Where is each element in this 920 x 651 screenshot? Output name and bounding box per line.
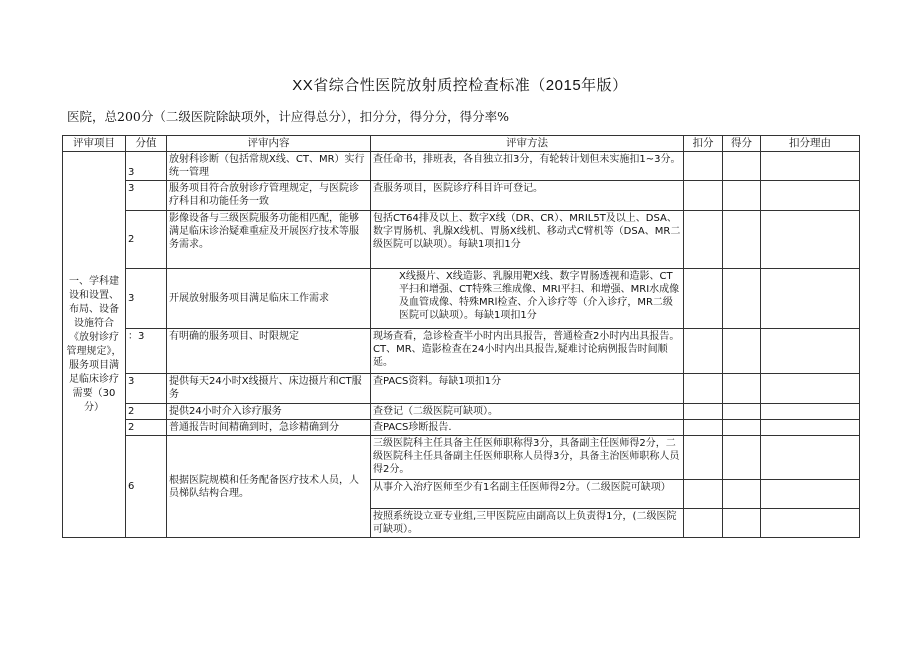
- reason-cell[interactable]: [761, 509, 860, 538]
- reason-cell[interactable]: [761, 480, 860, 509]
- method-cell: 从事介入治疗医师至少有1名副主任医师得2分。（二级医院可缺项）: [371, 480, 684, 509]
- reason-cell[interactable]: [761, 404, 860, 420]
- gain-cell[interactable]: [723, 211, 761, 269]
- content-cell: 放射科诊断（包括常规X线、CT、MR）实行统一管理: [167, 152, 371, 181]
- method-cell: 查登记（二级医院可缺项）。: [371, 404, 684, 420]
- score-summary-line: 医院，总200分（二级医院除缺项外，计应得总分），扣分分，得分分，得分率%: [67, 109, 509, 124]
- header-content: 评审内容: [167, 136, 371, 152]
- header-reason: 扣分理由: [761, 136, 860, 152]
- reason-cell[interactable]: [761, 152, 860, 181]
- method-cell: 现场查看，急诊检查半小时内出具报告，普通检查2小时内出具报告。CT、MR、造影检查在24小时内出具报告,疑难讨论病例报告时间顺延。: [371, 329, 684, 374]
- gain-cell[interactable]: [723, 181, 761, 211]
- gain-cell[interactable]: [723, 152, 761, 181]
- method-cell: X线摄片、X线造影、乳腺用靶X线、数字胃肠透视和造影、CT平扫和增强、CT特殊三维成像、MRI平扫、和增强、MRI水成像及血管成像、特殊MRl检查、介入诊疗等（介入诊疗，MR二级医院可以缺项）。每缺1项扣1分: [371, 269, 684, 329]
- score-cell: 2: [126, 420, 167, 436]
- deduct-cell[interactable]: [684, 181, 723, 211]
- score-cell: 3: [126, 269, 167, 329]
- table-row: [63, 211, 860, 269]
- content-cell: 开展放射服务项目满足临床工作需求: [167, 269, 371, 329]
- gain-cell[interactable]: [723, 436, 761, 480]
- content-cell: 根据医院规模和任务配备医疗技术人员，人员梯队结构合理。: [167, 436, 371, 538]
- table-row: [63, 374, 860, 404]
- score-cell: 3: [126, 374, 167, 404]
- table-row: [63, 404, 860, 420]
- table-row: [63, 420, 860, 436]
- deduct-cell[interactable]: [684, 436, 723, 480]
- reason-cell[interactable]: [761, 211, 860, 269]
- table-row: [63, 269, 860, 329]
- deduct-cell[interactable]: [684, 420, 723, 436]
- header-method: 评审方法: [371, 136, 684, 152]
- deduct-cell[interactable]: [684, 480, 723, 509]
- score-cell: ：3: [126, 329, 167, 374]
- header-gain: 得分: [723, 136, 761, 152]
- content-cell: 普通报告时间精确到时，急诊精确到分: [167, 420, 371, 436]
- content-cell: 提供每天24小时X线摄片、床边摄片和CT服务: [167, 374, 371, 404]
- deduct-cell[interactable]: [684, 152, 723, 181]
- method-cell: 查任命书，排班表，各自独立扣3分，有轮转计划但未实施扣1~3分。: [371, 152, 684, 181]
- reason-cell[interactable]: [761, 269, 860, 329]
- deduct-cell[interactable]: [684, 211, 723, 269]
- document-title: XX省综合性医院放射质控检查标准（2015年版）: [292, 77, 628, 94]
- method-cell: 按照系统设立亚专业组,三甲医院应由副高以上负责得1分，(二级医院可缺项）。: [371, 509, 684, 538]
- reason-cell[interactable]: [761, 374, 860, 404]
- header-score: 分值: [126, 136, 167, 152]
- content-cell: 影像设备与三级医院服务功能相匹配，能够满足临床诊治疑难重症及开展医疗技术等服务需求。: [167, 211, 371, 269]
- table-row: [63, 329, 860, 374]
- reason-cell[interactable]: [761, 181, 860, 211]
- gain-cell[interactable]: [723, 420, 761, 436]
- gain-cell[interactable]: [723, 374, 761, 404]
- score-cell: 3: [126, 152, 167, 181]
- header-project: 评审项目: [63, 136, 126, 152]
- method-cell: 三级医院科主任具备主任医师职称得3分，具备副主任医师得2分，二级医院科主任具备副主任医师职称人员得3分，具备主治医师职称人员得2分。: [371, 436, 684, 480]
- deduct-cell[interactable]: [684, 329, 723, 374]
- gain-cell[interactable]: [723, 480, 761, 509]
- gain-cell[interactable]: [723, 269, 761, 329]
- header-row: [63, 136, 860, 152]
- header-deduct: 扣分: [684, 136, 723, 152]
- method-cell: 包括CT64排及以上、数字X线（DR、CR）、MRIL5T及以上、DSA、数字胃肠机、乳腺X线机、胃肠X线机、移动式C臂机等（DSA、MR二级医院可以缺项）。每缺1项扣1分: [371, 211, 684, 269]
- method-cell: 查服务项目，医院诊疗科目许可登记。: [371, 181, 684, 211]
- category-cell: 一、学科建设和设置、布局、设备设施符合《放射诊疗管理规定》，服务项目满足临床诊疗需要（30分）: [63, 152, 126, 538]
- deduct-cell[interactable]: [684, 404, 723, 420]
- table-row: [63, 152, 860, 181]
- score-cell: 2: [126, 211, 167, 269]
- deduct-cell[interactable]: [684, 374, 723, 404]
- reason-cell[interactable]: [761, 436, 860, 480]
- content-cell: 有明确的服务项目、时限规定: [167, 329, 371, 374]
- inspection-table: [62, 135, 860, 538]
- content-cell: 服务项目符合放射诊疗管理规定，与医院诊疗科目和功能任务一致: [167, 181, 371, 211]
- reason-cell[interactable]: [761, 329, 860, 374]
- method-cell: 查PACS资料。每缺1项扣1分: [371, 374, 684, 404]
- method-cell: 查PACS珍断报告.: [371, 420, 684, 436]
- deduct-cell[interactable]: [684, 269, 723, 329]
- gain-cell[interactable]: [723, 404, 761, 420]
- gain-cell[interactable]: [723, 329, 761, 374]
- table-row: [63, 181, 860, 211]
- score-cell: 3: [126, 181, 167, 211]
- score-cell: 6: [126, 436, 167, 538]
- table-row: [63, 436, 860, 480]
- content-cell: 提供24小时介入诊疗服务: [167, 404, 371, 420]
- deduct-cell[interactable]: [684, 509, 723, 538]
- gain-cell[interactable]: [723, 509, 761, 538]
- score-cell: 2: [126, 404, 167, 420]
- reason-cell[interactable]: [761, 420, 860, 436]
